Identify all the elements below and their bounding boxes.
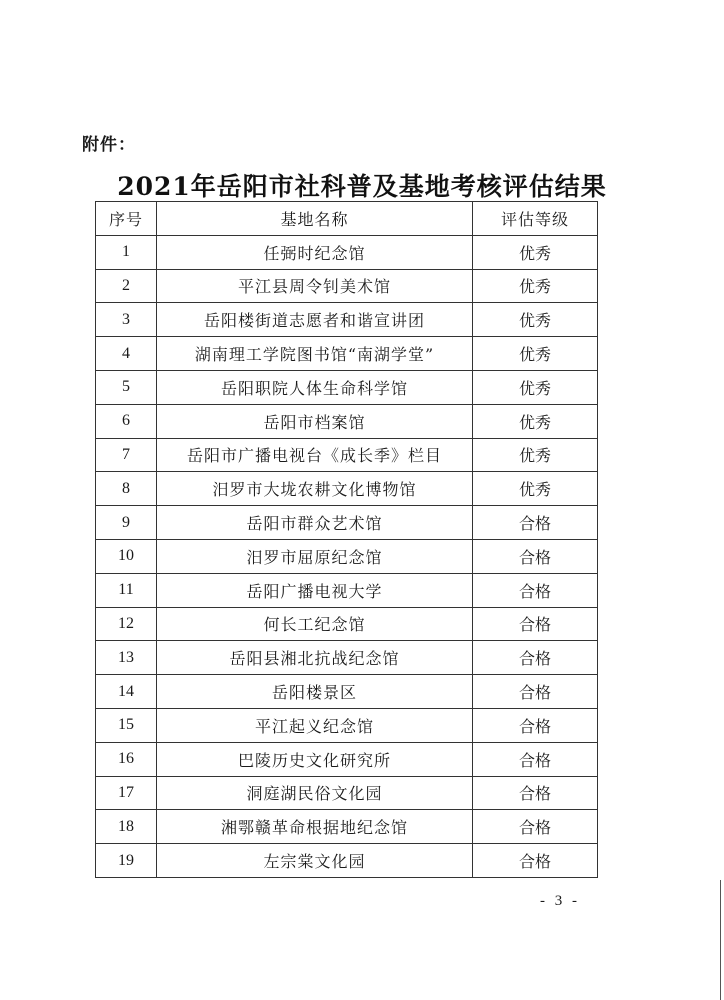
grade-cell: 优秀: [473, 472, 598, 506]
table-row: [96, 573, 598, 607]
table-row: [96, 776, 598, 810]
table-row: [96, 708, 598, 742]
base-name-cell: 岳阳市广播电视台《成长季》栏目: [157, 438, 473, 472]
base-name-cell: 岳阳楼街道志愿者和谐宣讲团: [157, 303, 473, 337]
page-number: - 3 -: [540, 893, 580, 909]
base-name-cell: 左宗棠文化园: [157, 844, 473, 878]
base-name-cell: 汨罗市屈原纪念馆: [157, 539, 473, 573]
serial-number-cell: 13: [96, 641, 157, 675]
table-row: [96, 641, 598, 675]
grade-cell: 优秀: [473, 438, 598, 472]
base-name-cell: 岳阳职院人体生命科学馆: [157, 370, 473, 404]
table-header-row: [96, 202, 598, 236]
serial-number-cell: 7: [96, 438, 157, 472]
table-header: [96, 202, 598, 236]
serial-number-cell: 6: [96, 404, 157, 438]
table-row: [96, 506, 598, 540]
serial-number-cell: 16: [96, 742, 157, 776]
table-row: [96, 404, 598, 438]
serial-number-cell: 15: [96, 708, 157, 742]
page-title: 2021年岳阳市社科普及基地考核评估结果: [117, 172, 607, 201]
grade-cell: 优秀: [473, 303, 598, 337]
grade-cell: 合格: [473, 573, 598, 607]
serial-number-cell: 10: [96, 539, 157, 573]
serial-number-cell: 18: [96, 810, 157, 844]
table-row: [96, 607, 598, 641]
grade-cell: 优秀: [473, 269, 598, 303]
serial-number-cell: 1: [96, 235, 157, 269]
serial-number-cell: 2: [96, 269, 157, 303]
serial-number-cell: 11: [96, 573, 157, 607]
serial-number-cell: 4: [96, 337, 157, 371]
base-name-cell: 岳阳广播电视大学: [157, 573, 473, 607]
grade-cell: 合格: [473, 810, 598, 844]
base-name-cell: 任弼时纪念馆: [157, 235, 473, 269]
table-row: [96, 675, 598, 709]
serial-number-cell: 14: [96, 675, 157, 709]
base-name-cell: 岳阳市群众艺术馆: [157, 506, 473, 540]
grade-cell: 合格: [473, 641, 598, 675]
table-row: [96, 742, 598, 776]
serial-number-cell: 19: [96, 844, 157, 878]
grade-cell: 优秀: [473, 404, 598, 438]
base-name-cell: 湖南理工学院图书馆“南湖学堂”: [157, 337, 473, 371]
table-row: [96, 810, 598, 844]
table-row: [96, 438, 598, 472]
table-row: [96, 235, 598, 269]
serial-number-cell: 8: [96, 472, 157, 506]
header-base-name: 基地名称: [157, 202, 473, 236]
grade-cell: 合格: [473, 675, 598, 709]
results-table: [95, 201, 598, 878]
grade-cell: 合格: [473, 607, 598, 641]
table-row: [96, 844, 598, 878]
table-row: [96, 539, 598, 573]
serial-number-cell: 3: [96, 303, 157, 337]
base-name-cell: 巴陵历史文化研究所: [157, 742, 473, 776]
base-name-cell: 岳阳县湘北抗战纪念馆: [157, 641, 473, 675]
grade-cell: 合格: [473, 708, 598, 742]
table-row: [96, 472, 598, 506]
attachment-label: 附件：: [82, 135, 136, 155]
base-name-cell: 洞庭湖民俗文化园: [157, 776, 473, 810]
base-name-cell: 平江起义纪念馆: [157, 708, 473, 742]
base-name-cell: 岳阳楼景区: [157, 675, 473, 709]
serial-number-cell: 12: [96, 607, 157, 641]
base-name-cell: 湘鄂赣革命根据地纪念馆: [157, 810, 473, 844]
grade-cell: 合格: [473, 506, 598, 540]
table-row: [96, 337, 598, 371]
grade-cell: 合格: [473, 539, 598, 573]
serial-number-cell: 5: [96, 370, 157, 404]
base-name-cell: 何长工纪念馆: [157, 607, 473, 641]
base-name-cell: 汨罗市大垅农耕文化博物馆: [157, 472, 473, 506]
grade-cell: 优秀: [473, 337, 598, 371]
base-name-cell: 岳阳市档案馆: [157, 404, 473, 438]
base-name-cell: 平江县周令钊美术馆: [157, 269, 473, 303]
header-grade: 评估等级: [473, 202, 598, 236]
grade-cell: 合格: [473, 742, 598, 776]
grade-cell: 合格: [473, 844, 598, 878]
header-serial-number: 序号: [96, 202, 157, 236]
scan-edge-line: [720, 880, 721, 1000]
table-row: [96, 370, 598, 404]
table-body: [96, 235, 598, 877]
table-row: [96, 269, 598, 303]
table-row: [96, 303, 598, 337]
grade-cell: 优秀: [473, 235, 598, 269]
serial-number-cell: 9: [96, 506, 157, 540]
grade-cell: 合格: [473, 776, 598, 810]
serial-number-cell: 17: [96, 776, 157, 810]
grade-cell: 优秀: [473, 370, 598, 404]
